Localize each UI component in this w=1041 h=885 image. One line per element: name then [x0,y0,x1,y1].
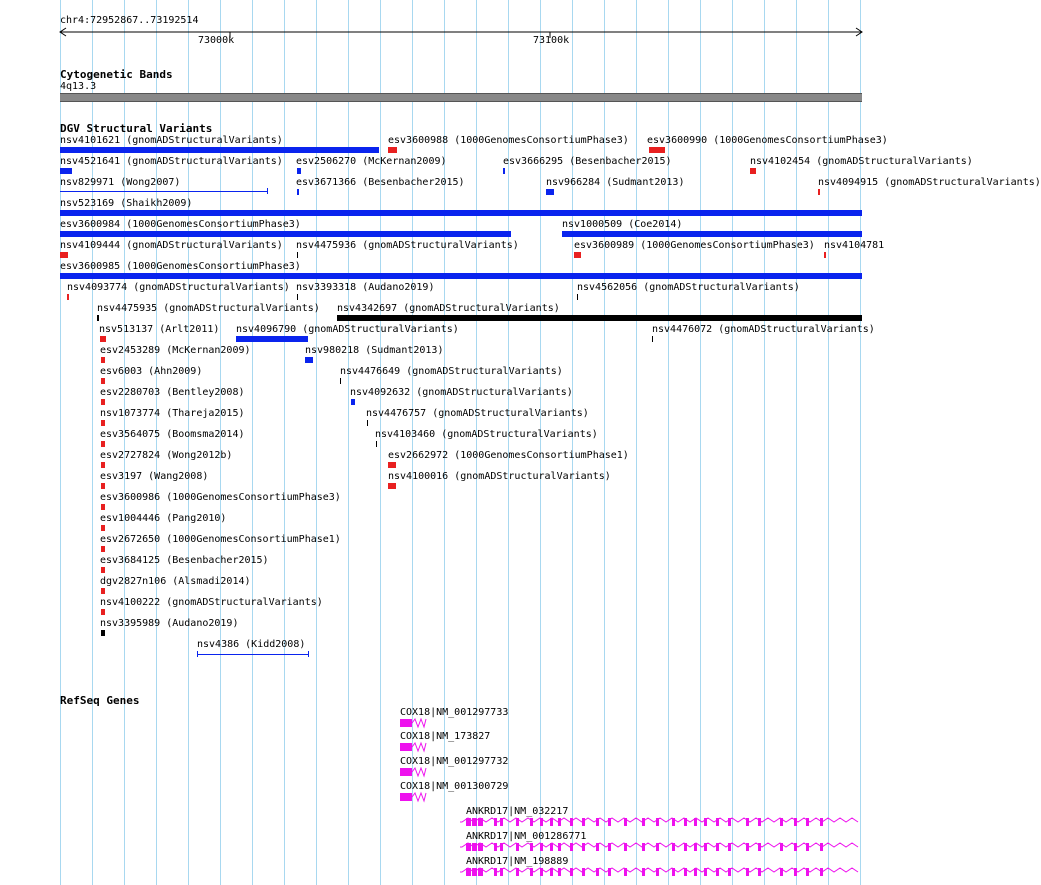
gene-exon [684,843,687,851]
ruler-axis[interactable] [56,26,866,40]
variant-feature[interactable] [388,147,397,153]
variant-label: esv3600990 (1000GenomesConsortiumPhase3) [647,135,888,146]
variant-label: nsv4562056 (gnomADStructuralVariants) [577,282,800,293]
variant-feature[interactable] [649,147,665,153]
gene-exon [684,818,687,826]
gene-label: ANKRD17|NM_032217 [466,806,569,817]
gene-exon [500,818,503,826]
variant-feature[interactable] [574,252,581,258]
gene-exon [624,868,627,876]
gene-exon [500,868,503,876]
variant-label: esv2280703 (Bentley2008) [100,387,245,398]
gene-label: COX18|NM_173827 [400,731,491,742]
variant-feature[interactable] [197,654,309,655]
gene-exon [656,868,659,876]
variant-feature[interactable] [337,315,862,321]
variant-label: nsv4103460 (gnomADStructuralVariants) [375,429,598,440]
variant-feature[interactable] [351,399,355,405]
gene-exon [558,843,561,851]
variant-feature[interactable] [97,315,99,321]
variant-feature[interactable] [101,525,105,531]
gene-exon [608,818,611,826]
gene-exon [608,868,611,876]
gene-exon [472,843,477,851]
gene-exon [728,843,731,851]
gene-exon [672,868,675,876]
variant-feature[interactable] [388,462,396,468]
variant-label: nsv4475935 (gnomADStructuralVariants) [97,303,320,314]
variant-feature[interactable] [60,231,511,237]
gene-exon [820,868,823,876]
variant-label: nsv966284 (Sudmant2013) [546,177,685,188]
gene-exon [642,843,645,851]
gene-exon [570,818,573,826]
variant-label: nsv513137 (Arlt2011) [99,324,220,335]
gene-exon [746,868,749,876]
gene-exon [656,818,659,826]
gene-model[interactable] [458,841,862,853]
gene-model[interactable] [458,816,862,828]
gene-exon [550,868,553,876]
variant-feature-end [308,651,309,657]
gene-model[interactable] [458,866,862,878]
gene-exon [478,843,483,851]
gene-exon [806,818,809,826]
variant-feature[interactable] [297,294,298,300]
variant-feature[interactable] [305,357,313,363]
gene-exon [716,868,719,876]
variant-label: nsv4101621 (gnomADStructuralVariants) [60,135,283,146]
gene-exon [608,843,611,851]
variant-feature[interactable] [101,420,105,426]
gene-exon [820,843,823,851]
variant-feature[interactable] [101,441,105,447]
gene-exon [550,843,553,851]
variant-feature[interactable] [824,252,826,258]
gene-exon [758,843,761,851]
variant-label: nsv4476649 (gnomADStructuralVariants) [340,366,563,377]
gene-label: COX18|NM_001297732 [400,756,509,767]
gene-model[interactable] [398,766,428,778]
gene-exon [466,843,471,851]
variant-feature[interactable] [101,630,105,636]
gene-exon [494,818,497,826]
gene-exon [728,868,731,876]
variant-label: nsv4093774 (gnomADStructuralVariants) [67,282,290,293]
variant-feature[interactable] [297,168,301,174]
gene-exon [672,818,675,826]
variant-label: esv3684125 (Besenbacher2015) [100,555,269,566]
variant-label: nsv3395989 (Audano2019) [100,618,239,629]
variant-feature[interactable] [101,504,105,510]
gene-exon [672,843,675,851]
gene-exon [558,868,561,876]
gene-exon [780,868,783,876]
variant-label: esv6003 (Ahn2009) [100,366,203,377]
variant-label: esv3600985 (1000GenomesConsortiumPhase3) [60,261,301,272]
gene-exon [642,818,645,826]
gene-exon [466,868,471,876]
gene-exon [704,818,707,826]
track-title-dgv: DGV Structural Variants [60,122,213,135]
gene-exon [596,818,599,826]
variant-feature[interactable] [367,420,368,426]
cytoband-bar[interactable] [60,93,862,102]
gene-exon [704,868,707,876]
variant-label: nsv4100222 (gnomADStructuralVariants) [100,597,323,608]
variant-feature[interactable] [340,378,341,384]
gene-exon [466,818,471,826]
gene-label: COX18|NM_001297733 [400,707,509,718]
gene-label: COX18|NM_001300729 [400,781,509,792]
variant-label: nsv4100016 (gnomADStructuralVariants) [388,471,611,482]
gene-exon [478,818,483,826]
variant-label: esv2672650 (1000GenomesConsortiumPhase1) [100,534,341,545]
variant-feature[interactable] [101,567,105,573]
gene-exon [530,843,533,851]
ruler-tick-label: 73000k [198,35,235,46]
gene-exon [582,818,585,826]
gene-exon [516,818,519,826]
gene-exon [746,818,749,826]
variant-feature[interactable] [60,210,862,216]
variant-label: nsv4109444 (gnomADStructuralVariants) [60,240,283,251]
gene-exon [794,868,797,876]
variant-label: nsv4096790 (gnomADStructuralVariants) [236,324,459,335]
gene-exon [596,868,599,876]
variant-label: dgv2827n106 (Alsmadi2014) [100,576,251,587]
gene-label: ANKRD17|NM_001286771 [466,831,587,842]
variant-feature[interactable] [297,189,299,195]
variant-feature[interactable] [101,357,105,363]
variant-label: nsv4476757 (gnomADStructuralVariants) [366,408,589,419]
gene-exon [596,843,599,851]
variant-feature-end [267,188,268,194]
variant-feature[interactable] [503,168,505,174]
variant-feature[interactable] [101,609,105,615]
variant-label: nsv3393318 (Audano2019) [296,282,435,293]
variant-label: nsv4476072 (gnomADStructuralVariants) [652,324,875,335]
gene-exon [694,818,697,826]
gene-model[interactable] [398,741,428,753]
gene-exon [540,843,543,851]
gene-label: ANKRD17|NM_198889 [466,856,569,867]
variant-feature[interactable] [818,189,820,195]
gene-exon [780,818,783,826]
variant-feature[interactable] [297,252,298,258]
variant-label: esv3600988 (1000GenomesConsortiumPhase3) [388,135,629,146]
gene-exon [570,843,573,851]
gene-exon [540,868,543,876]
variant-feature[interactable] [101,588,105,594]
gene-exon [500,843,503,851]
variant-feature[interactable] [562,231,862,237]
gene-exon [806,868,809,876]
variant-feature[interactable] [101,399,105,405]
variant-feature[interactable] [388,483,396,489]
gene-exon [570,868,573,876]
gene-exon [694,868,697,876]
variant-label: nsv4386 (Kidd2008) [197,639,306,650]
variant-feature[interactable] [60,191,268,192]
track-title-refseq: RefSeq Genes [60,694,140,707]
variant-label: esv3600986 (1000GenomesConsortiumPhase3) [100,492,341,503]
variant-feature[interactable] [67,294,69,300]
variant-label: esv3197 (Wang2008) [100,471,209,482]
variant-label: nsv4092632 (gnomADStructuralVariants) [350,387,573,398]
variant-feature[interactable] [60,168,72,174]
variant-label: nsv4521641 (gnomADStructuralVariants) [60,156,283,167]
variant-feature[interactable] [60,147,379,153]
variant-label: esv3666295 (Besenbacher2015) [503,156,672,167]
variant-feature[interactable] [101,483,105,489]
variant-feature[interactable] [60,273,862,279]
gene-exon [516,868,519,876]
variant-feature[interactable] [101,546,105,552]
variant-feature[interactable] [577,294,578,300]
variant-label: nsv1000509 (Coe2014) [562,219,683,230]
gene-model[interactable] [398,791,428,803]
gene-exon [684,868,687,876]
variant-feature[interactable] [376,441,377,447]
gene-exon [728,818,731,826]
gene-exon [642,868,645,876]
gene-exon [794,818,797,826]
variant-label: nsv1073774 (Thareja2015) [100,408,245,419]
gene-exon [530,868,533,876]
variant-label: esv2453289 (McKernan2009) [100,345,251,356]
variant-label: esv2506270 (McKernan2009) [296,156,447,167]
gene-exon [820,818,823,826]
variant-label: nsv4342697 (gnomADStructuralVariants) [337,303,560,314]
variant-label: nsv829971 (Wong2007) [60,177,181,188]
gene-exon [716,843,719,851]
gene-exon [624,843,627,851]
variant-label: nsv4475936 (gnomADStructuralVariants) [296,240,519,251]
gene-exon [478,868,483,876]
gene-exon [582,868,585,876]
variant-label: esv1004446 (Pang2010) [100,513,227,524]
gene-exon [656,843,659,851]
variant-feature[interactable] [100,336,106,342]
track-title-cytobands: Cytogenetic Bands [60,68,173,81]
gene-exon [516,843,519,851]
gene-exon [716,818,719,826]
variant-feature[interactable] [652,336,653,342]
variant-label: esv2727824 (Wong2012b) [100,450,233,461]
variant-feature[interactable] [750,168,756,174]
cytoband-label: 4q13.3 [60,81,97,92]
gene-exon [472,818,477,826]
ruler-coords: chr4:72952867..73192514 [60,15,199,26]
gene-exon [494,868,497,876]
gene-exon [746,843,749,851]
gene-exon [758,818,761,826]
gene-exon [494,843,497,851]
variant-feature[interactable] [101,378,105,384]
variant-label: esv3600984 (1000GenomesConsortiumPhase3) [60,219,301,230]
variant-feature[interactable] [60,252,68,258]
variant-label: esv3671366 (Besenbacher2015) [296,177,465,188]
gene-exon [794,843,797,851]
gene-exon [558,818,561,826]
gene-exon [704,843,707,851]
ruler-tick-label: 73100k [533,35,570,46]
variant-feature-end [197,651,198,657]
variant-label: nsv4094915 (gnomADStructuralVariants) [818,177,1041,188]
variant-feature[interactable] [236,336,308,342]
variant-label: esv3600989 (1000GenomesConsortiumPhase3) [574,240,815,251]
variant-label: esv3564075 (Boomsma2014) [100,429,245,440]
variant-label: nsv523169 (Shaikh2009) [60,198,193,209]
variant-feature[interactable] [101,462,105,468]
gene-exon [806,843,809,851]
gene-exon [694,843,697,851]
variant-label: esv2662972 (1000GenomesConsortiumPhase1) [388,450,629,461]
gene-exon [758,868,761,876]
gene-exon [550,818,553,826]
variant-label: nsv980218 (Sudmant2013) [305,345,444,356]
gene-exon [624,818,627,826]
gene-exon [780,843,783,851]
variant-feature[interactable] [546,189,554,195]
gene-exon [582,843,585,851]
gene-exon [540,818,543,826]
gene-exon [530,818,533,826]
gene-exon [472,868,477,876]
variant-label: nsv4104781 [824,240,885,251]
gene-model[interactable] [398,717,428,729]
variant-label: nsv4102454 (gnomADStructuralVariants) [750,156,973,167]
